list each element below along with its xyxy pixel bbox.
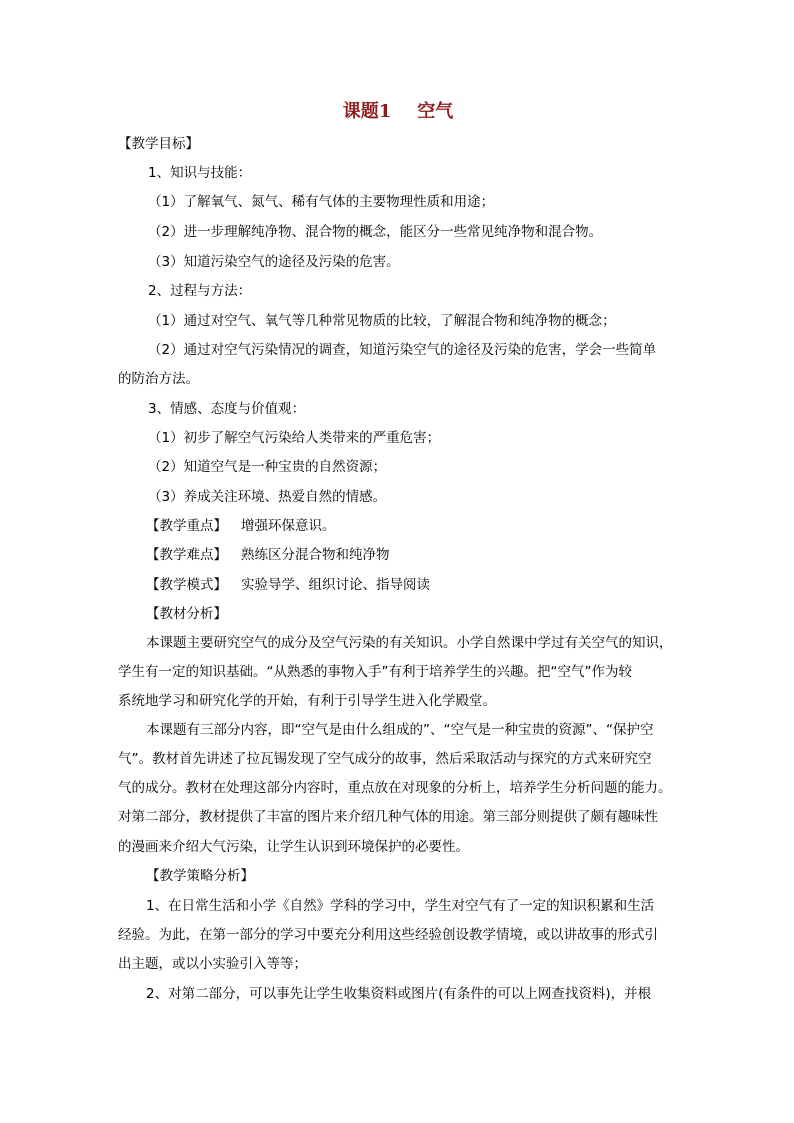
objective-3-heading: 3、情感、态度与价值观： xyxy=(148,401,306,417)
objective-2-item-continued: 的防治方法。 xyxy=(118,371,199,387)
objective-1-item: （3）知道污染空气的途径及污染的危害。 xyxy=(148,254,400,270)
difficulty-value: 熟练区分混合物和纯净物 xyxy=(241,547,390,563)
strategy-paragraph-line: 1、在日常生活和小学《自然》学科的学习中，学生对空气有了一定的知识积累和生活 xyxy=(146,898,655,914)
analysis-paragraph-line: 学生有一定的知识基础。“从熟悉的事物入手”有利于培养学生的兴趣。把“空气”作为较 xyxy=(118,664,632,680)
key-point-row xyxy=(146,516,336,536)
title-lesson-number: 课题1 xyxy=(342,101,392,122)
analysis-paragraph-line: 系统地学习和研究化学的开始，有利于引导学生进入化学殿堂。 xyxy=(118,693,496,709)
page-title xyxy=(0,98,794,126)
strategy-paragraph-line: 2、对第二部分，可以事先让学生收集资料或图片(有条件的可以上网查找资料)，并根 xyxy=(146,986,652,1002)
mode-label: 【教学模式】 xyxy=(146,577,227,593)
title-topic: 空气 xyxy=(417,101,454,122)
mode-value: 实验导学、组织讨论、指导阅读 xyxy=(241,577,430,593)
strategy-header: 【教学策略分析】 xyxy=(146,868,254,884)
mode-row xyxy=(146,575,430,595)
objective-3-item: （3）养成关注环境、热爱自然的情感。 xyxy=(148,489,387,505)
objectives-header: 【教学目标】 xyxy=(118,136,199,152)
analysis-paragraph-line: 气的成分。教材在处理这部分内容时，重点放在对现象的分析上，培养学生分析问题的能力。 xyxy=(118,780,672,796)
analysis-paragraph-line: 本课题有三部分内容，即“空气是由什么组成的”、“空气是一种宝贵的资源”、“保护空 xyxy=(146,722,654,738)
key-point-label: 【教学重点】 xyxy=(146,518,227,534)
objective-2-item: （1）通过对空气、氧气等几种常见物质的比较，了解混合物和纯净物的概念； xyxy=(148,313,616,329)
objective-2-heading: 2、过程与方法： xyxy=(148,283,252,299)
objective-3-item: （1）初步了解空气污染给人类带来的严重危害； xyxy=(148,430,441,446)
objective-1-item: （2）进一步理解纯净物、混合物的概念，能区分一些常见纯净物和混合物。 xyxy=(148,224,603,240)
objective-3-item: （2）知道空气是一种宝贵的自然资源； xyxy=(148,459,387,475)
analysis-paragraph-line: 本课题主要研究空气的成分及空气污染的有关知识。小学自然课中学过有关空气的知识， xyxy=(146,635,673,651)
difficulty-label: 【教学难点】 xyxy=(146,547,227,563)
analysis-paragraph-line: 气”。教材首先讲述了拉瓦锡发现了空气成分的故事，然后采取活动与探究的方式来研究空 xyxy=(118,751,652,767)
analysis-header: 【教材分析】 xyxy=(146,606,227,622)
strategy-paragraph-line: 出主题，或以小实验引入等等； xyxy=(118,956,307,972)
difficulty-row xyxy=(146,545,390,565)
objective-2-item: （2）通过对空气污染情况的调查，知道污染空气的途径及污染的危害，学会一些简单 xyxy=(148,342,657,358)
analysis-paragraph-line: 对第二部分，教材提供了丰富的图片来介绍几种气体的用途。第三部分则提供了颇有趣味性 xyxy=(118,809,658,825)
objective-1-heading: 1、知识与技能： xyxy=(148,165,252,181)
objective-1-item: （1）了解氧气、氮气、稀有气体的主要物理性质和用途； xyxy=(148,194,495,210)
strategy-paragraph-line: 经验。为此，在第一部分的学习中要充分利用这些经验创设教学情境，或以讲故事的形式引 xyxy=(118,927,658,943)
key-point-value: 增强环保意识。 xyxy=(241,518,336,534)
analysis-paragraph-line: 的漫画来介绍大气污染，让学生认识到环境保护的必要性。 xyxy=(118,839,469,855)
